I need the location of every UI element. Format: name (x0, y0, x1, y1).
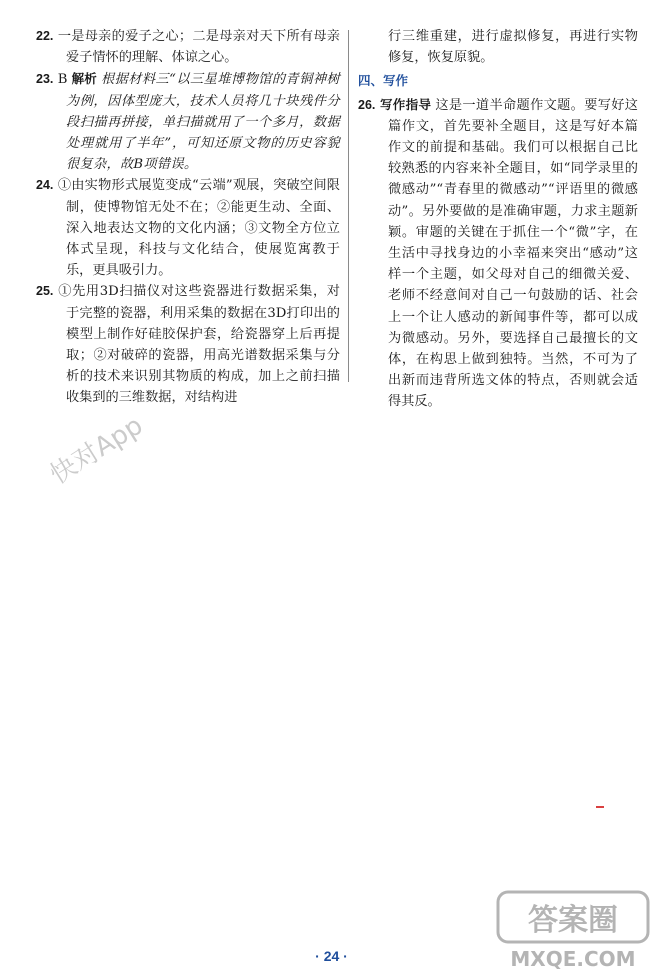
logo-text: 答案圈 (528, 903, 618, 938)
writing-guide-text: 这是一道半命题作文题。要写好这篇作文，首先要补全题目，这是写好本篇作文的前提和基础。我们可以根据自己比较熟悉的内容来补全题目，如“同学录里的微感动”“青春里的微感动”“评语里的微感动”。另外要做的是准确审题，力求主题新颖。审题的关键在于抓住一个“微”字，在生活中寻找身边的小幸福来突出“感动”这样一个主题，如父母对自己的细微关爱、老师不经意间对自己一句鼓励的话、社会上一个让人感动的新闻事件等，都可以成为微感动。另外，要选择自己最擅长的文体，在构思上做到独特。当然，不可为了出新而违背所选文体的特点，否则就会适得其反。 (388, 97, 638, 410)
question-25-continuation: 行三维重建，进行虚拟修复，再进行实物修复，恢复原貌。 (388, 29, 638, 66)
section-heading: 四、写作 (358, 73, 409, 89)
right-column (358, 26, 638, 413)
question-24 (36, 175, 340, 281)
analysis-label: 解析 (71, 71, 97, 87)
app-watermark: 快对App (45, 410, 149, 491)
column-divider (348, 30, 349, 382)
question-number: 26. (358, 97, 376, 112)
question-number: 23. (36, 72, 54, 87)
analysis-text: 根据材料三“以三星堆博物馆的青铜神树为例，因体型庞大，技术人员将几十块残件分段扫描再拼接，单扫描就用了一个多月，数据处理就用了半年”，可知还原文物的历史容貌很复杂，故B项错误。 (66, 72, 340, 173)
question-number: 25. (36, 284, 54, 299)
answer-text: ①由实物形式展览变成“云端”观展，突破空间限制，使博物馆无处不在；②能更生动、全面、深入地表达文物的文化内涵；③文物全方位立体式呈现，科技与文化结合，使展览寓教于乐，更具吸引力。 (57, 178, 340, 279)
writing-guide-label: 写作指导 (379, 96, 432, 112)
answer-text: ①先用3D扫描仪对这些瓷器进行数据采集，对于完整的瓷器，利用采集的数据在3D打印出的模型上制作好硅胶保护套，给瓷器穿上后再提取；②对破碎的瓷器，用高光谱数据采集与分析的技术来识别其物质的构成，加上之前扫描收集到的三维数据，对结构进 (58, 284, 340, 406)
question-number: 22. (36, 29, 54, 43)
question-23 (36, 68, 340, 175)
left-column (36, 26, 340, 409)
answer-choice: B (57, 72, 68, 88)
page-number: · 24 · (315, 948, 348, 964)
red-pen-mark (596, 806, 604, 808)
question-number: 24. (36, 178, 54, 193)
question-22 (36, 26, 340, 68)
question-26 (358, 94, 638, 413)
logo-url: MXQE.COM (510, 947, 636, 971)
answer-text: 一是母亲的爱子之心；二是母亲对天下所有母亲爱子情怀的理解、体谅之心。 (57, 29, 340, 66)
question-25 (36, 281, 340, 408)
